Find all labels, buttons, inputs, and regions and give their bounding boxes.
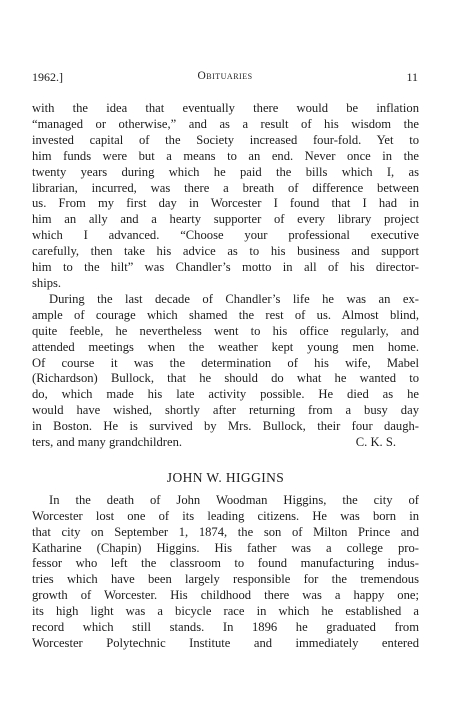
text-line: with the idea that eventually there would be inflation <box>32 101 419 115</box>
closing-line <box>32 435 419 451</box>
text-line: in Boston. He is survived by Mrs. Bullock, their four daugh- <box>32 419 419 434</box>
text-line: ters, and many grandchildren. <box>32 435 183 450</box>
text-line: ships. <box>32 275 62 290</box>
author-initials: C. K. S. <box>355 435 396 450</box>
text-line: record which still stands. In 1896 he graduated from <box>32 620 419 635</box>
text-line: “managed or otherwise,” and as a result of his wisdom the <box>32 116 419 131</box>
text-line: twenty years during which he paid the bills which I, as <box>32 164 419 179</box>
text-line: him to the hilt” was Chandler’s motto in all of his director- <box>32 260 419 275</box>
paragraph-chandler-continued <box>32 101 419 292</box>
text-line: librarian, incurred, was there a breath of difference between <box>32 180 419 195</box>
text-line: ample of courage which shamed the rest of us. Almost blind, <box>32 307 419 322</box>
paragraph-higgins <box>32 493 419 652</box>
text-line: attended meetings when the weather kept young men home. <box>32 339 419 354</box>
obituary-heading: JOHN W. HIGGINS <box>166 469 285 485</box>
text-line: him funds were but a means to an end. Never once in the <box>32 148 419 163</box>
text-line: would have wished, shortly after returning from a busy day <box>32 403 419 418</box>
text-line: quite feeble, he nevertheless went to his office regularly, and <box>32 323 419 338</box>
text-line: Of course it was the determination of his wife, Mabel <box>32 355 419 370</box>
header-section-title: Obituaries <box>197 70 253 82</box>
page-number: 11 <box>406 70 418 84</box>
text-line: do, which made his late activity possible. He died as he <box>32 387 419 402</box>
text-line: fessor who left the classroom to found manufacturing indus- <box>32 556 419 571</box>
text-line: us. From my first day in Worcester I found that I had in <box>32 196 419 211</box>
text-line: invested capital of the Society increased four-fold. Yet to <box>32 132 419 147</box>
text-line: (Richardson) Bullock, that he should do what he wanted to <box>32 371 419 386</box>
text-line: carefully, then take his advice as to his business and support <box>32 244 419 259</box>
text-line: that city on September 1, 1874, the son of Milton Prince and <box>32 524 419 539</box>
text-line: Worcester Polytechnic Institute and immediately entered <box>32 636 419 650</box>
text-line: Worcester lost one of its leading citizens. He was born in <box>32 508 419 523</box>
text-line: In the death of John Woodman Higgins, the city of <box>49 492 419 507</box>
header-year: 1962.] <box>32 70 63 84</box>
text-line: tries which have been largely responsible for the tremendous <box>32 572 419 587</box>
text-line: During the last decade of Chandler’s life he was an ex- <box>49 291 419 306</box>
paragraph-chandler-last-decade <box>32 292 419 451</box>
text-line: Katharine (Chapin) Higgins. His father was a college pro- <box>32 540 419 555</box>
text-line: him an ally and a hearty supporter of every library project <box>32 212 419 227</box>
page-body <box>32 101 419 652</box>
text-line: which I advanced. “Choose your professional executive <box>32 228 419 243</box>
text-line: growth of Worcester. His childhood there was a happy one; <box>32 588 419 603</box>
running-header <box>32 70 418 88</box>
text-line: its high light was a bicycle race in which he established a <box>32 604 419 619</box>
